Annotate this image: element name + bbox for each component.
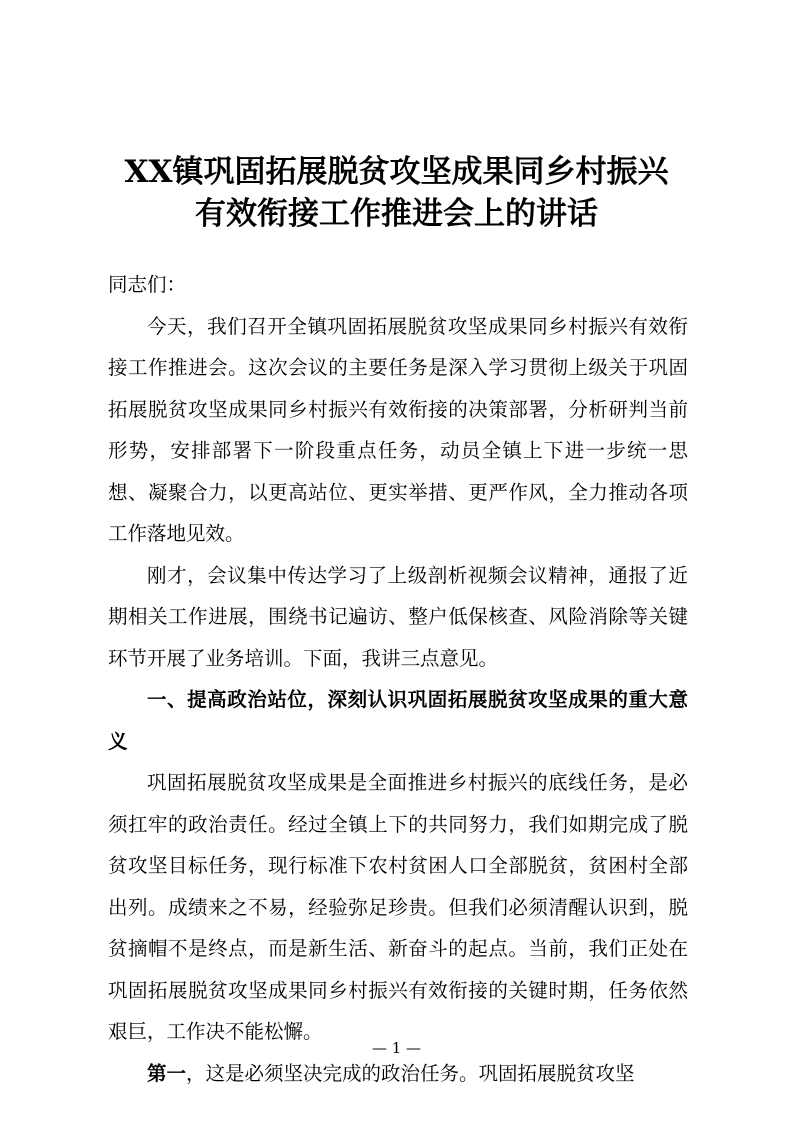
paragraph-first-point [108,1053,688,1095]
salutation: 同志们： [108,273,187,296]
paragraph-opening: 今天，我们召开全镇巩固拓展脱贫攻坚成果同乡村振兴有效衔接工作推进会。这次会议的主要任务是深入学习贯彻上级关于巩固拓展脱贫攻坚成果同乡村振兴有效衔接的决策部署，分析研判当前形势，安排部署下一阶段重点任务，动员全镇上下进一步统一思想、凝聚合力，以更高站位、更实举措、更严作风，全力推动各项工作落地见效。 [108,314,688,545]
first-point-text: ，这是必须坚决完成的政治任务。巩固拓展脱贫攻坚 [186,1061,635,1085]
first-point-lead: 第一 [147,1061,187,1085]
document-body [108,264,688,1094]
paragraph-meeting-summary: 刚才，会议集中传达学习了上级剖析视频会议精神，通报了近期相关工作进展，围绕书记遍访、整户低保核查、风险消除等关键环节开展了业务培训。下面，我讲三点意见。 [108,563,688,670]
section-heading-1: 一、提高政治站位，深刻认识巩固拓展脱贫攻坚成果的重大意义 [108,688,688,753]
paragraph-significance: 巩固拓展脱贫攻坚成果是全面推进乡村振兴的底线任务，是必须扛牢的政治责任。经过全镇上下的共同努力，我们如期完成了脱贫攻坚目标任务，现行标准下农村贫困人口全部脱贫，贫困村全部出列。成绩来之不易，经验弥足珍贵。但我们必须清醒认识到，脱贫摘帽不是终点，而是新生活、新奋斗的起点。当前，我们正处在巩固拓展脱贫攻坚成果同乡村振兴有效衔接的关键时期，任务依然艰巨，工作决不能松懈。 [108,771,688,1043]
page-number: — 1 — [371,1039,422,1057]
document-title-line-2: 有效衔接工作推进会上的讲话 [195,196,598,232]
document-title-line-1: XX镇巩固拓展脱贫攻坚成果同乡村振兴 [124,154,669,190]
